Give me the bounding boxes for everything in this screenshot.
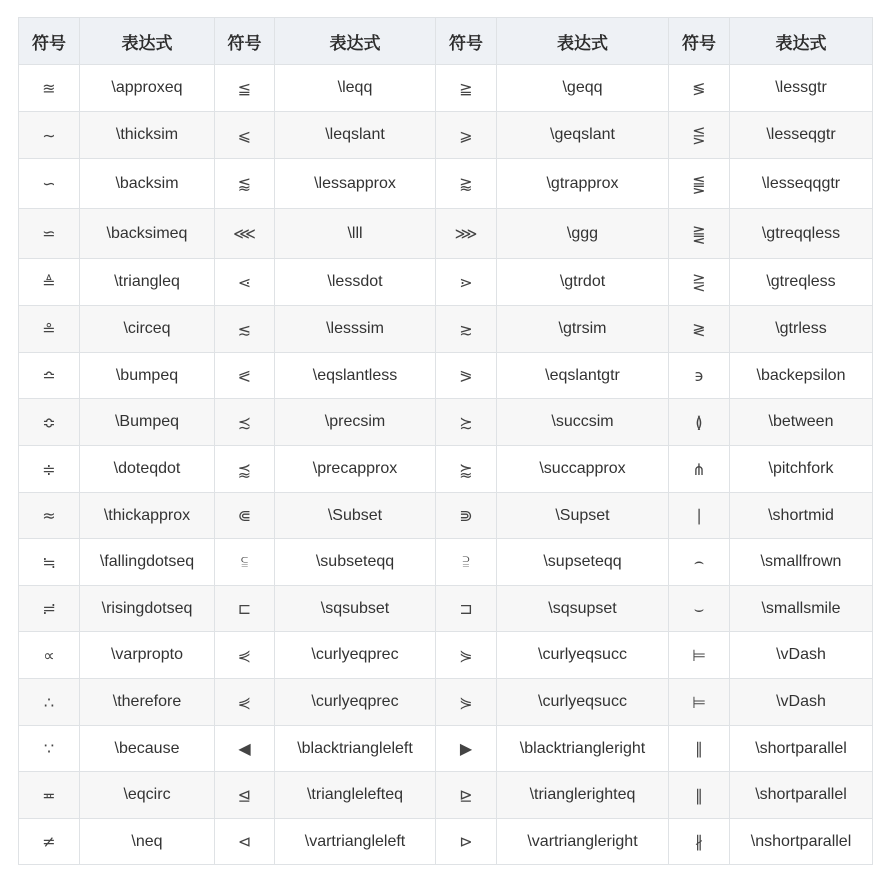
symbol-cell: ≎ [19,399,80,446]
expression-cell: \eqslantless [275,353,436,399]
expression-cell: \bumpeq [80,353,215,399]
expression-cell: \blacktriangleright [497,726,669,772]
expression-cell: \gtreqqless [730,209,873,259]
expression-cell: \circeq [80,306,215,353]
expression-cell: \because [80,726,215,772]
expression-cell: \risingdotseq [80,586,215,632]
symbol-cell: ≜ [19,259,80,306]
symbol-cell: ⫅ [215,539,275,586]
header-symbol: 符号 [436,18,497,65]
expression-cell: \lessdot [275,259,436,306]
symbol-cell: ⫆ [436,539,497,586]
symbol-cell: ≖ [19,772,80,819]
table-row [19,65,873,112]
table-row [19,819,873,865]
symbol-cell: ≿ [436,399,497,446]
symbol-cell: ⩽ [215,112,275,159]
expression-cell: \precsim [275,399,436,446]
symbol-cell: ⊨ [669,679,730,726]
expression-cell: \trianglelefteq [275,772,436,819]
symbol-cell: ≧ [436,65,497,112]
table-row [19,726,873,772]
symbol-cell: ▶ [436,726,497,772]
symbol-cell: ⪌ [669,209,730,259]
expression-cell: \neq [80,819,215,865]
expression-cell: \geqq [497,65,669,112]
header-symbol: 符号 [215,18,275,65]
symbol-cell: ≾ [215,399,275,446]
expression-cell: \approxeq [80,65,215,112]
symbol-cell: ≊ [19,65,80,112]
expression-cell: \eqcirc [80,772,215,819]
header-expression: 表达式 [275,18,436,65]
table-row [19,159,873,209]
symbol-cell: ∦ [669,819,730,865]
symbol-cell: ⋐ [215,493,275,539]
table-row [19,539,873,586]
expression-cell: \shortmid [730,493,873,539]
symbol-cell: ⪋ [669,159,730,209]
expression-cell: \vDash [730,632,873,679]
expression-cell: \gtrdot [497,259,669,306]
table-row [19,306,873,353]
symbol-cell: ⋑ [436,493,497,539]
expression-cell: \thickapprox [80,493,215,539]
table-row [19,493,873,539]
symbol-cell: ⋞ [215,632,275,679]
symbol-cell: ≠ [19,819,80,865]
symbol-cell: ⩾ [436,112,497,159]
expression-cell: \lesseqqgtr [730,159,873,209]
symbol-cell: ⋗ [436,259,497,306]
expression-cell: \curlyeqsucc [497,679,669,726]
symbol-cell: ⪷ [215,446,275,493]
symbol-cell: ∽ [19,159,80,209]
symbol-cell: ≲ [215,306,275,353]
symbol-cell: ∵ [19,726,80,772]
symbol-cell: ⪸ [436,446,497,493]
symbol-cell: ⋘ [215,209,275,259]
symbol-cell: ≑ [19,446,80,493]
symbol-cell: ⌣ [669,586,730,632]
symbol-cell: ∥ [669,772,730,819]
expression-cell: \succapprox [497,446,669,493]
expression-cell: \between [730,399,873,446]
symbol-cell: ⋞ [215,679,275,726]
symbol-cell: ⪅ [215,159,275,209]
expression-cell: \vartriangleleft [275,819,436,865]
symbol-cell: ⋚ [669,112,730,159]
symbol-cell: ⊳ [436,819,497,865]
expression-cell: \smallsmile [730,586,873,632]
symbol-cell: ≳ [436,306,497,353]
expression-cell: \curlyeqprec [275,679,436,726]
expression-cell: \lessgtr [730,65,873,112]
symbol-cell: ∣ [669,493,730,539]
symbol-cell: ⊏ [215,586,275,632]
symbol-cell: ≶ [669,65,730,112]
symbol-cell: ≓ [19,586,80,632]
symbol-cell: ⊨ [669,632,730,679]
symbol-cell: ◀ [215,726,275,772]
symbol-cell: ⋙ [436,209,497,259]
expression-cell: \eqslantgtr [497,353,669,399]
expression-cell: \gtrless [730,306,873,353]
symbol-cell: ⊲ [215,819,275,865]
table-row [19,399,873,446]
header-symbol: 符号 [669,18,730,65]
expression-cell: \vartriangleright [497,819,669,865]
table-row [19,679,873,726]
expression-cell: \trianglerighteq [497,772,669,819]
expression-cell: \supseteqq [497,539,669,586]
table-row [19,209,873,259]
symbol-cell: ≷ [669,306,730,353]
table-row [19,353,873,399]
symbol-cell: ⌢ [669,539,730,586]
header-row [19,18,873,65]
symbol-cell: ⋟ [436,632,497,679]
symbol-cell: ⋍ [19,209,80,259]
expression-cell: \leqslant [275,112,436,159]
expression-cell: \gtrsim [497,306,669,353]
symbol-cell: ∝ [19,632,80,679]
expression-cell: \curlyeqsucc [497,632,669,679]
expression-cell: \precapprox [275,446,436,493]
symbol-cell: ⋟ [436,679,497,726]
expression-cell: \lll [275,209,436,259]
symbol-cell: ⋖ [215,259,275,306]
symbol-cell: ≦ [215,65,275,112]
symbol-cell: ⪕ [215,353,275,399]
expression-cell: \backsim [80,159,215,209]
table-row [19,259,873,306]
symbol-cell: ⊴ [215,772,275,819]
symbol-cell: ⪆ [436,159,497,209]
expression-cell: \geqslant [497,112,669,159]
expression-cell: \thicksim [80,112,215,159]
symbol-cell: ⋔ [669,446,730,493]
symbol-cell: ϶ [669,353,730,399]
table-row [19,772,873,819]
symbol-cell: ∼ [19,112,80,159]
symbol-cell: ≒ [19,539,80,586]
expression-cell: \shortparallel [730,772,873,819]
expression-cell: \fallingdotseq [80,539,215,586]
expression-cell: \Subset [275,493,436,539]
symbol-cell: ≗ [19,306,80,353]
symbol-cell: ⊐ [436,586,497,632]
header-expression: 表达式 [730,18,873,65]
header-expression: 表达式 [80,18,215,65]
expression-cell: \lessapprox [275,159,436,209]
expression-cell: \blacktriangleleft [275,726,436,772]
expression-cell: \succsim [497,399,669,446]
expression-cell: \therefore [80,679,215,726]
expression-cell: \shortparallel [730,726,873,772]
table-row [19,586,873,632]
expression-cell: \nshortparallel [730,819,873,865]
expression-cell: \triangleq [80,259,215,306]
expression-cell: \sqsubset [275,586,436,632]
expression-cell: \backepsilon [730,353,873,399]
expression-cell: \pitchfork [730,446,873,493]
expression-cell: \curlyeqprec [275,632,436,679]
expression-cell: \Supset [497,493,669,539]
symbol-cell: ≈ [19,493,80,539]
header-expression: 表达式 [497,18,669,65]
expression-cell: \leqq [275,65,436,112]
expression-cell: \smallfrown [730,539,873,586]
expression-cell: \varpropto [80,632,215,679]
symbol-cell: ⊵ [436,772,497,819]
expression-cell: \lesssim [275,306,436,353]
table-row [19,632,873,679]
expression-cell: \subseteqq [275,539,436,586]
symbol-cell: ⪖ [436,353,497,399]
symbol-cell: ≏ [19,353,80,399]
expression-cell: \gtrapprox [497,159,669,209]
expression-cell: \ggg [497,209,669,259]
expression-cell: \doteqdot [80,446,215,493]
expression-cell: \sqsupset [497,586,669,632]
table-row [19,112,873,159]
symbol-cell: ∴ [19,679,80,726]
header-symbol: 符号 [19,18,80,65]
table-row [19,446,873,493]
symbol-cell: ⋛ [669,259,730,306]
symbol-table [18,17,873,865]
expression-cell: \lesseqgtr [730,112,873,159]
expression-cell: \backsimeq [80,209,215,259]
expression-cell: \Bumpeq [80,399,215,446]
expression-cell: \vDash [730,679,873,726]
expression-cell: \gtreqless [730,259,873,306]
symbol-cell: ≬ [669,399,730,446]
symbol-cell: ∥ [669,726,730,772]
